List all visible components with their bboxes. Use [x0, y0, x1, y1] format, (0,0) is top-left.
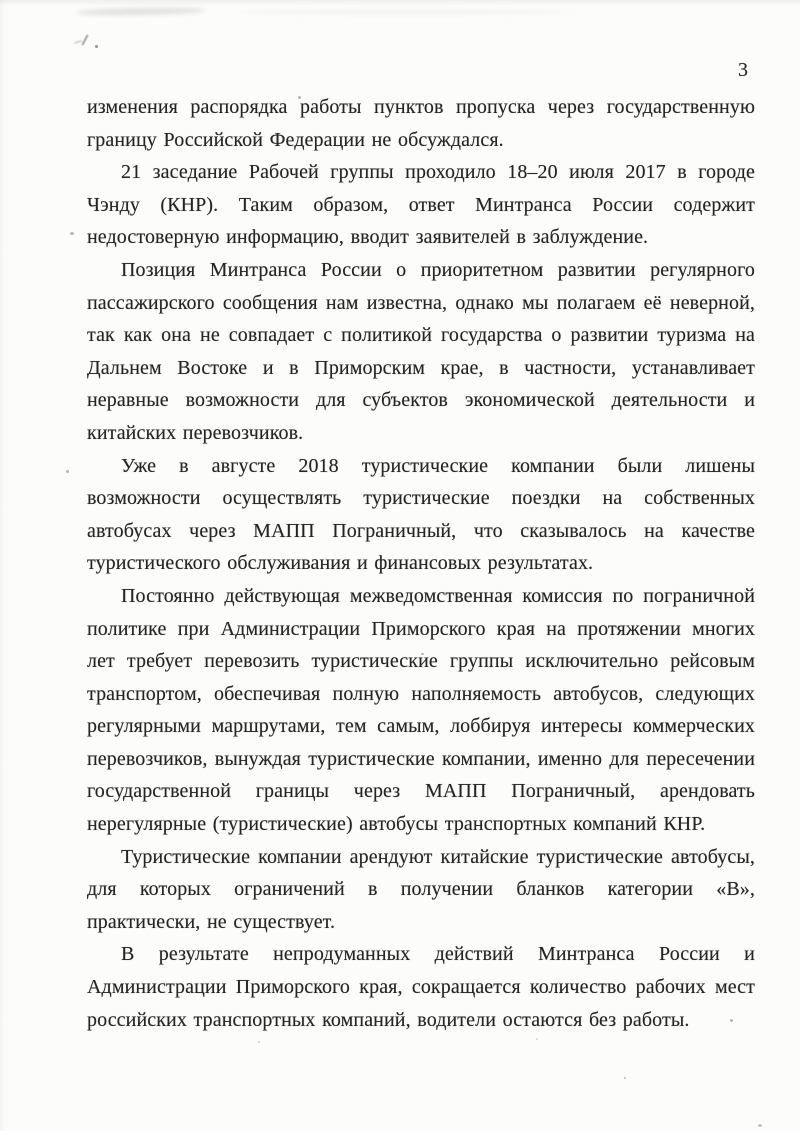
page-number: 3 [738, 59, 748, 81]
scan-speck [258, 1041, 260, 1043]
paragraph-1: изменения распорядка работы пунктов пропуска через государственную границу Российской Федерации не обсуждался. [87, 96, 755, 151]
paragraph-6: Туристические компании арендуют китайские туристические автобусы, для которых ограничений в получении бланков категории «В», практически, не существует. [87, 845, 755, 933]
paragraph-5: Постоянно действующая межведомственная комиссия по пограничной политике при Администрации Приморского края на протяжении многих лет требует перевозить туристические группы исключительно рейсовым транспортом, обеспечивая полную наполняемость автобусов, следующих регулярными маршрутами, тем самым, лоббируя интересы коммерческих перевозчиков, вынуждая туристические компании, именно для пересечении государственной границы через МАПП Пограничный, арендовать нерегулярные (туристические) автобусы транспортных компаний КНР. [87, 584, 755, 836]
scan-speck [536, 1038, 538, 1040]
scan-edge-shadow-top [0, 0, 800, 6]
scan-edge-shadow-left [0, 0, 5, 1131]
paragraph-4: Уже в августе 2018 туристические компании были лишены возможности осуществлять туристические поездки на собственных автобусах через МАПП Пограничный, что сказывалось на качестве туристического обслуживания и финансовых результатах. [87, 454, 755, 575]
scan-speck [758, 1124, 762, 1127]
document-body [87, 91, 755, 1036]
paragraph-7: В результате непродуманных действий Минтранса России и Администрации Приморского края, сокращается количество рабочих мест российских транспортных компаний, водители остаются без работы. [87, 943, 755, 1031]
scan-smudge [76, 7, 206, 16]
pen-mark [74, 40, 82, 44]
paragraph-3: Позиция Минтранса России о приоритетном развитии регулярного пассажирского сообщения нам известна, однако мы полагаем её неверной, так как она не совпадает с политикой государства о развитии туризма на Дальнем Востоке и в Приморским крае, в частности, устанавливает неравные возможности для субъектов экономической деятельности и китайских перевозчиков. [87, 258, 755, 444]
pen-mark [95, 45, 98, 48]
scan-smudge [240, 10, 570, 14]
pen-mark [81, 34, 88, 46]
scan-speck [70, 232, 74, 235]
scan-speck [624, 1077, 626, 1079]
scan-speck [66, 470, 69, 473]
paragraph-2: 21 заседание Рабочей группы проходило 18–20 июля 2017 в городе Чэнду (КНР). Таким образом, ответ Минтранса России содержит недостоверную информацию, вводит заявителей в заблуждение. [87, 161, 755, 249]
